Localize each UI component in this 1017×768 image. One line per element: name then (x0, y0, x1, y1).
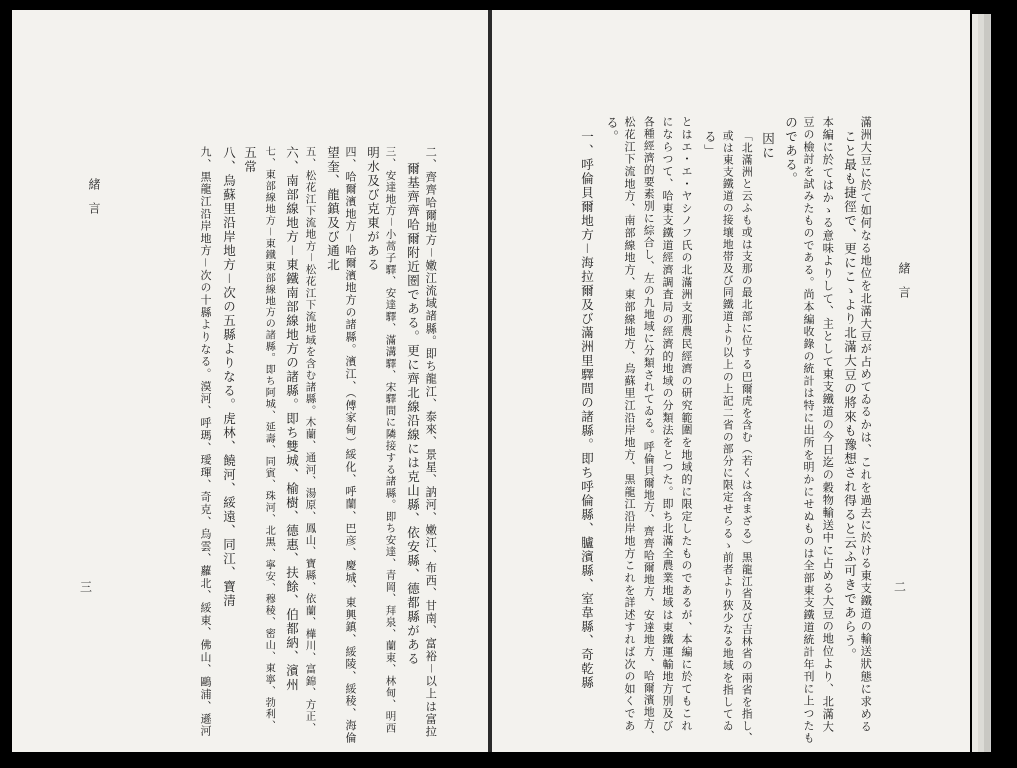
text-column: 「北滿洲と云ふも或は支那の最北部に位する巴爾虎を含む（若くは含まざる）黒龍江省及び吉林省の兩省を指し、 (740, 130, 754, 745)
text-column: 四、哈爾濱地方－哈爾濱地方の諸縣。濱江、（傅家甸）綏化、呼蘭、巴彦、慶城、東興鎮、綏陵、綏稜、海倫 (344, 146, 357, 745)
text-column: 豆の檢討を試みたものである。尚本編收錄の統計は特に出所を明かにせぬものは全部東支鐵道統計年刊に上つたも (802, 116, 815, 745)
page-edge (984, 14, 991, 752)
text-column: 七、東部線地方－東鐵東部線地方の諸縣。即ち阿城、延壽、同賓、珠河、北黒、寧安、穆稜、密山、東寧、勃利、 (263, 146, 276, 732)
text-column: 八、烏蘇里沿岸地方－次の五縣よりなる。虎林、饒河、綏遠、同江、寶清 (221, 146, 237, 609)
text-column: 明水及び克東がある (365, 146, 381, 272)
text-column: 本編に於てはかゝる意味よりして、主として東支鐵道の今日迄の穀物輸送中に占める大豆の地位より、北滿大 (821, 116, 835, 734)
text-column: 望奎、龍鎮及び通北 (325, 146, 341, 272)
right-folio: 二 (894, 580, 907, 594)
text-column: 五、松花江下流地方－松花江下流地域を含む諸縣。木蘭、通河、湯原、鳳山、寶縣、依蘭、樺川、富錦、方正、 (304, 146, 317, 734)
text-column: 九、黒龍江沿岸地方－次の十縣よりなる。漠河、呼瑪、璦琿、奇克、烏雲、蘿北、綏東、佛山、鷗浦、遜河 (199, 146, 212, 738)
book-spine (488, 10, 492, 752)
text-column: る。 (604, 116, 620, 144)
left-folio: 三 (80, 580, 93, 594)
text-column: 五常 (242, 146, 258, 174)
text-column: 一、呼倫貝爾地方－海拉爾及び滿洲里驛間の諸縣。即ち呼倫縣、臚濱縣、室韋縣、奇乾縣 (579, 130, 595, 691)
text-column: こと最も捷徑で、更にこゝより北滿大豆の將來も豫想され得ると云ふ可きであらう。 (842, 130, 858, 662)
text-column: とはエ・エ・ヤシノフ氏の北滿洲支那農民經濟の研究範圍を地域的に限定したものであるが、本編に於てもこれ (680, 116, 693, 732)
text-column: 爾基齊齊哈爾附近圏である。更に齊北線沿線には克山縣、依安縣、德都縣がある (405, 162, 421, 666)
text-column: にならつて、哈東支鐵道經濟調査局の經濟的地域の分類法をとつた。即ち北滿全農業地域は東鐵運輸地方別及び (661, 116, 674, 732)
right-running-head: 緒 言 (897, 262, 911, 298)
text-column: 三、安達地方－小蒿子驛、安達驛、滿溝驛、宋驛間に隣接する諸縣。即ち安達、青岡、拜泉、蘭東、林甸、明西 (384, 146, 397, 734)
text-column: 二、齊齊哈爾地方－嫩江流域諸縣。即ち龍江、泰來、景星、訥河、嫩江、布西、甘南、富裕－以上は富拉 (424, 146, 438, 739)
text-column: 松花江下流地方、南部線地方、東部線地方、烏蘇里江沿岸地方、黒龍江沿岸地方これを詳述すれば次の如くであ (623, 116, 636, 732)
text-column: る」 (702, 130, 718, 158)
text-column: 或は東支鐵道の接壤地帯及び同鐵道より以上の上記二省の部分に限定せらるゝ前者より狹少なる地域を指してゐ (721, 130, 735, 732)
text-column: のである。 (783, 116, 799, 186)
text-column: 因に (760, 132, 776, 160)
text-column: 六、南部線地方－東鐵南部線地方の諸縣。即ち雙城、榆樹、德惠、扶餘、伯都納、濱州 (284, 146, 300, 693)
text-column: 各種經濟的要素別に綜合し、左の九地域に分類されてゐる。呼倫貝爾地方、齊齊哈爾地方、安達地方、哈爾濱地方、 (642, 116, 656, 743)
text-column: 滿洲大豆に於て如何なる地位を北滿大豆が占めてゐるかは、これを過去に於ける東支鐵道の輸送狀態に求める (859, 116, 873, 734)
left-running-head: 緒 言 (87, 178, 101, 214)
